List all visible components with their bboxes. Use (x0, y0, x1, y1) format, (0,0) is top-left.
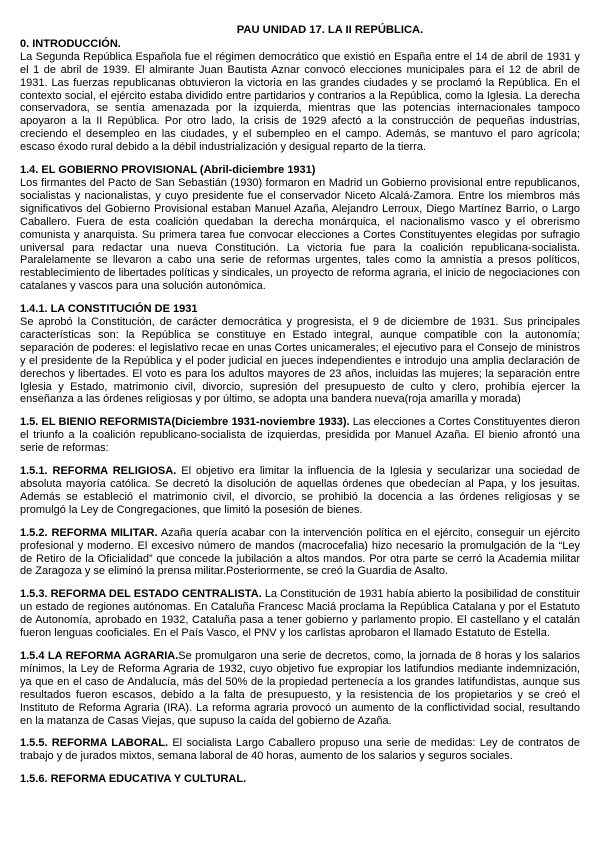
section-reforma-religiosa (20, 465, 580, 517)
section-text: Se promulgaron una serie de decretos, como, la jornada de 8 horas y los salarios mínimos, la Ley de Reforma Agraria de 1932, cuyo objetivo fue expropiar los latifundios mediante indemnización, ya que en el caso de Andalucía, más del 50% de la propiedad pertenecía a los grandes latifundistas, aunque sus resultados fueron escasos, debido a la falta de presupuesto, y la resistencia de los propietarios y se creó el Instituto de Reforma Agraria (IRA). La reforma agraria provocó un aumento de la conflictividad social, resultando en la matanza de Casas Viejas, que supuso la caída del gobierno de Azaña. (20, 649, 580, 727)
section-paragraph-with-inline-heading (20, 527, 580, 579)
section-heading: 1.5.2. REFORMA MILITAR. (20, 526, 158, 539)
section-text: El objetivo era limitar la influencia de la Iglesia y secularizar una sociedad de absoluta mayoría católica. Se decretó la disolución de aquellas órdenes que obedecían al Papa, y los jesuitas. Además se estableció el matrimonio civil, el divorcio, se prohibió la docencia a las órdenes religiosas y se promulgó la Ley de Congregaciones, que limitó la posesión de bienes. (20, 465, 580, 516)
section-text: La Constitución de 1931 había abierto la posibilidad de constituir un estado de regiones autónomas. En Cataluña Francesc Maciá proclama la República Catalana y por el Estatuto de Autonomía, aprobado en 1932, Cataluña pasa a tener gobierno y parlamento propio. El castellano y el catalán fueron lenguas cooficiales. En el País Vasco, el PNV y los carlistas aprobaron el llamado Estatuto de Estella. (20, 588, 580, 640)
section-heading: 1.4.1. LA CONSTITUCIÓN DE 1931 (20, 303, 198, 316)
section-bienio-reformista (20, 416, 580, 455)
section-constitucion (20, 303, 580, 406)
section-text: Las elecciones a Cortes Constituyentes dieron el triunfo a la coalición republicano-socialista de izquierdas, presidida por Manuel Azaña. El bienio afrontó una serie de reformas: (20, 416, 580, 455)
section-reforma-estado-centralista (20, 588, 580, 640)
section-reforma-agraria (20, 650, 580, 727)
section-heading: 1.4. EL GOBIERNO PROVISIONAL (Abril-diciembre 1931) (20, 164, 316, 177)
section-reforma-educativa (20, 773, 580, 786)
section-paragraph-with-inline-heading (20, 416, 580, 455)
section-paragraph: Los firmantes del Pacto de San Sebastián (1930) formaron en Madrid un Gobierno provisional entre republicanos, socialistas y nacionalistas, y cuyo presidente fue el conservador Niceto Alcalá-Zamora. Entre los miembros más significativos del Gobierno Provisional estaban Manuel Azaña, Alejandro Lerroux, Diego Martínez Barrio, o Largo Caballero. Fuera de esta coalición quedaban la derecha monárquica, el nacionalismo vasco y el obrerismo comunista y anarquista. Su primera tarea fue convocar elecciones a Cortes Constituyentes elegidas por sufragio universal para redactar una nueva Constitución. La victoria fue para la coalición republicana-socialista. Paralelamente se llevaron a cabo una serie de reformas urgentes, tales como la amnistía a presos políticos, restablecimiento de libertades políticas y sindicales, un proyecto de reforma agraria, el inicio de negociaciones con catalanes y vascos para una solución autonómica. (20, 176, 580, 293)
section-text: Azaña quería acabar con la intervención política en el ejército, conseguir un ejército profesional y moderno. El excesivo número de mandos (macrocefalia) hizo necesario la promulgación de la “Ley de Retiro de la Oficialidad” que concede la jubilación a altos mandos. Por otra parte se cerró la Academia militar de Zaragoza y se eliminó la prensa militar.Posteriormente, se creó la Guardia de Asalto. (20, 526, 580, 578)
section-heading: 1.5. EL BIENIO REFORMISTA(Diciembre 1931-noviembre 1933). (20, 416, 350, 429)
section-gobierno-provisional (20, 164, 580, 293)
section-paragraph-with-inline-heading (20, 650, 580, 727)
section-introduccion (20, 38, 580, 154)
section-heading: 1.5.6. REFORMA EDUCATIVA Y CULTURAL. (20, 773, 247, 786)
section-paragraph: La Segunda República Española fue el régimen democrático que existió en España entre el 14 de abril de 1931 y el 1 de abril de 1939. El almirante Juan Bautista Aznar convocó elecciones municipales para el 12 de abril de 1931. Las fuerzas republicanas obtuvieron la victoria en las grandes ciudades y se proclamó la República. En el contexto social, el ejército estaba dividido entre partidarios y contrarios a la República, como la Iglesia. La derecha conservadora, se sentía amenazada por la izquierda, mientras que las potencias internacionales tampoco apoyaron a la II República. Por otro lado, la crisis de 1929 afectó a la construcción de pequeñas industrias, creciendo el desempleo en las ciudades, y el subempleo en el campo. Además, se mantuvo el paro agrícola; escaso éxodo rural debido a la débil industrialización y desigual reparto de la tierra. (20, 50, 580, 154)
section-heading: 1.5.3. REFORMA DEL ESTADO CENTRALISTA. (20, 588, 262, 601)
section-paragraph: Se aprobó la Constitución, de carácter democrática y progresista, el 9 de diciembre de 1931. Sus principales características son: la República se constituye en Estado integral, aunque compatible con la autonomía; separación de poderes: el legislativo recae en unas Cortes unicamerales; el ejecutivo para el Consejo de ministros y el presidente de la República y el poder judicial en jueces independientes e introdujo una amplia declaración de derechos y libertades. El voto es para los adultos mayores de 23 años, incluidas las mujeres; la separación entre Iglesia y Estado, matrimonio civil, divorcio, supresión del presupuesto de culto y clero, prohibía ejercer la enseñanza a las órdenes religiosas y por último, se adopta una bandera nueva(roja amarilla y morada) (20, 316, 580, 406)
section-paragraph-with-inline-heading (20, 588, 580, 640)
section-paragraph-with-inline-heading (20, 465, 580, 517)
section-heading: 1.5.4 LA REFORMA AGRARIA. (20, 649, 179, 662)
section-heading: 0. INTRODUCCIÓN. (20, 37, 121, 50)
document-title: PAU UNIDAD 17. LA II REPÚBLICA. (236, 24, 424, 36)
section-heading: 1.5.1. REFORMA RELIGIOSA. (20, 465, 177, 478)
section-reforma-laboral (20, 737, 580, 763)
section-reforma-militar (20, 527, 580, 579)
section-heading: 1.5.5. REFORMA LABORAL. (20, 737, 169, 750)
section-text: El socialista Largo Caballero propuso una serie de medidas: Ley de contratos de trabajo y de jurados mixtos, semana laboral de 40 horas, aumento de los salarios y seguros sociales. (20, 737, 580, 763)
section-paragraph-with-inline-heading (20, 737, 580, 763)
